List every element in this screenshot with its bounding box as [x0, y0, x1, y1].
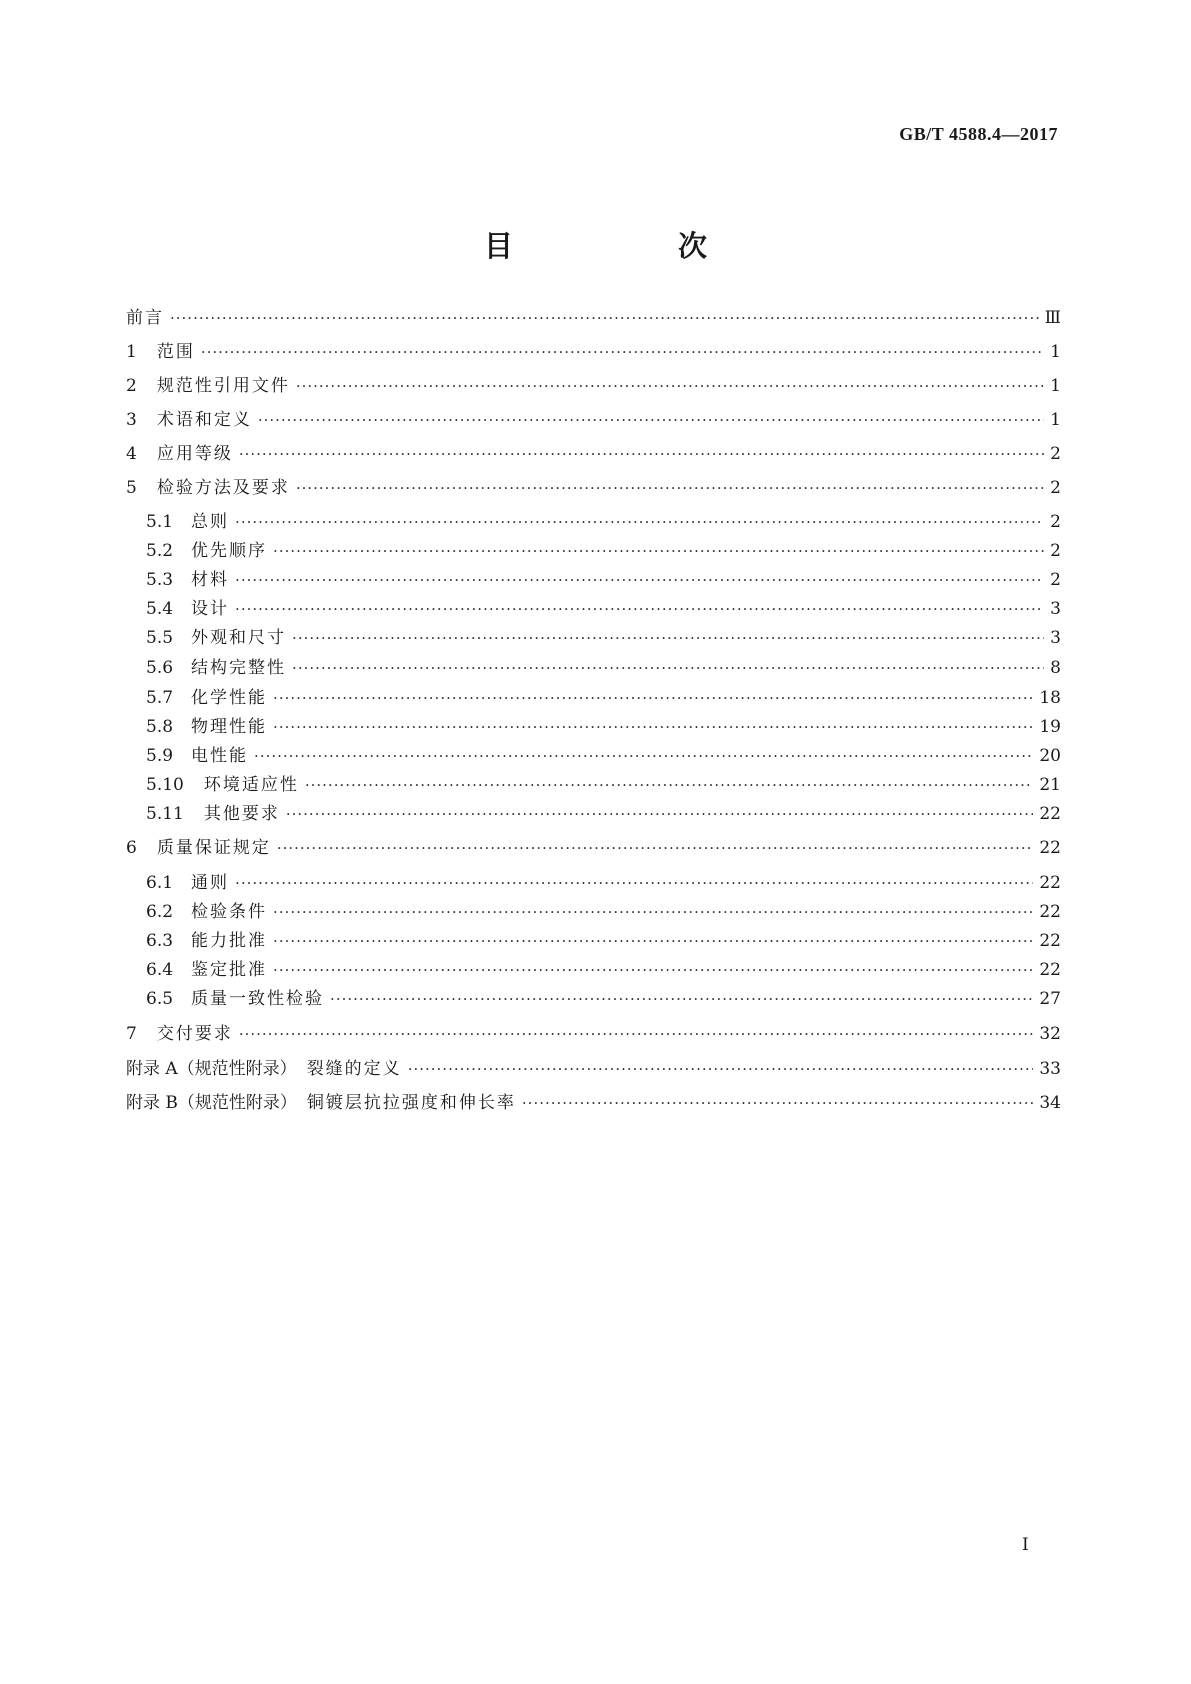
toc-entry-number: 附录 A（规范性附录） — [126, 1059, 297, 1079]
dot-leader — [522, 1091, 1033, 1115]
toc-entry-label: 结构完整性 — [191, 658, 287, 678]
toc-entry-label: 铜镀层抗拉强度和伸长率 — [306, 1093, 516, 1113]
toc-entry[interactable] — [146, 987, 1061, 1011]
toc-entry-page: 22 — [1039, 873, 1061, 893]
toc-entry[interactable] — [146, 900, 1061, 924]
toc-entry[interactable] — [126, 1057, 1061, 1081]
toc-entry-label: 质量保证规定 — [156, 838, 271, 858]
toc-entry[interactable] — [146, 802, 1061, 826]
toc-entry-label: 化学性能 — [191, 688, 268, 708]
toc-entry-label: 检验方法及要求 — [156, 478, 290, 498]
toc-entry-number: 6.1 — [146, 873, 174, 893]
page-title: 目 次 — [483, 229, 775, 263]
toc-entry[interactable] — [146, 568, 1061, 592]
toc-entry-page: 27 — [1039, 989, 1061, 1009]
toc-entry-label: 物理性能 — [191, 717, 268, 737]
dot-leader — [201, 340, 1044, 364]
toc-entry-number: 5.2 — [146, 541, 174, 561]
toc-entry-page: 22 — [1039, 804, 1061, 824]
toc-entry-page: 2 — [1050, 478, 1061, 498]
dot-leader — [273, 539, 1044, 563]
toc-entry-label: 总则 — [191, 512, 230, 532]
toc-entry[interactable] — [146, 773, 1061, 797]
toc-entry-number: 5.1 — [146, 512, 174, 532]
toc-entry-page: 2 — [1050, 541, 1061, 561]
toc-entry-label: 能力批准 — [191, 931, 268, 951]
toc-entry[interactable] — [146, 871, 1061, 895]
toc-entry-page: 19 — [1039, 717, 1061, 737]
toc-entry[interactable] — [126, 442, 1061, 466]
toc-entry-number: 1 — [126, 342, 137, 362]
toc-entry-number: 5.8 — [146, 717, 174, 737]
toc-entry-page: 22 — [1039, 902, 1061, 922]
toc-entry[interactable] — [126, 476, 1061, 500]
toc-entry-number: 附录 B（规范性附录） — [126, 1093, 297, 1113]
dot-leader — [286, 802, 1034, 826]
dot-leader — [277, 836, 1034, 860]
dot-leader — [273, 715, 1033, 739]
toc-entry[interactable] — [146, 539, 1061, 563]
toc-entry-page: 18 — [1039, 688, 1061, 708]
toc-entry[interactable] — [146, 958, 1061, 982]
dot-leader — [273, 929, 1033, 953]
toc-entry[interactable] — [146, 656, 1061, 680]
toc-entry-page: 1 — [1050, 410, 1061, 430]
toc-entry[interactable] — [126, 306, 1061, 330]
dot-leader — [273, 958, 1033, 982]
toc-entry[interactable] — [146, 715, 1061, 739]
toc-entry-page: 32 — [1039, 1024, 1061, 1044]
dot-leader — [330, 987, 1033, 1011]
toc-entry-number: 5.6 — [146, 658, 174, 678]
toc-entry-page: 2 — [1050, 512, 1061, 532]
toc-entry-label: 优先顺序 — [191, 541, 268, 561]
toc-entry-label: 检验条件 — [191, 902, 268, 922]
toc-entry[interactable] — [126, 1091, 1061, 1115]
dot-leader — [258, 408, 1044, 432]
toc-entry[interactable] — [146, 686, 1061, 710]
toc-entry-number: 6.4 — [146, 960, 174, 980]
toc-entry[interactable] — [126, 340, 1061, 364]
toc-entry[interactable] — [126, 408, 1061, 432]
toc-entry-page: 20 — [1039, 746, 1061, 766]
toc-entry-label: 设计 — [191, 599, 230, 619]
toc-entry-label: 裂缝的定义 — [306, 1059, 402, 1079]
dot-leader — [235, 871, 1033, 895]
toc-entry-number: 5.4 — [146, 599, 174, 619]
toc-entry-number: 5.11 — [146, 804, 184, 824]
dot-leader — [239, 442, 1044, 466]
dot-leader — [305, 773, 1034, 797]
dot-leader — [254, 744, 1033, 768]
toc-entry-number: 5.9 — [146, 746, 174, 766]
toc-entry-label: 外观和尺寸 — [191, 628, 287, 648]
toc-entry-label: 通则 — [191, 873, 230, 893]
toc-entry-number: 7 — [126, 1024, 137, 1044]
toc-entry-label: 术语和定义 — [156, 410, 252, 430]
toc-entry[interactable] — [126, 374, 1061, 398]
toc-entry-page: 2 — [1050, 570, 1061, 590]
toc-entry-label: 范围 — [156, 342, 195, 362]
toc-entry-number: 6.5 — [146, 989, 174, 1009]
toc-entry-number: 6 — [126, 838, 137, 858]
toc-entry-page: 3 — [1050, 628, 1061, 648]
dot-leader — [239, 1022, 1034, 1046]
toc-entry-page: 22 — [1039, 960, 1061, 980]
toc-entry-page: 21 — [1039, 775, 1061, 795]
toc-entry-label: 材料 — [191, 570, 230, 590]
toc-entry-label: 鉴定批准 — [191, 960, 268, 980]
toc-entry-number: 6.3 — [146, 931, 174, 951]
dot-leader — [235, 597, 1044, 621]
toc-entry[interactable] — [146, 626, 1061, 650]
toc-entry[interactable] — [146, 510, 1061, 534]
standard-code: GB/T 4588.4—2017 — [899, 124, 1058, 144]
toc-entry-page: 22 — [1039, 931, 1061, 951]
toc-entry-number: 2 — [126, 376, 137, 396]
toc-entry-page: 33 — [1039, 1059, 1061, 1079]
toc-entry[interactable] — [146, 597, 1061, 621]
dot-leader — [408, 1057, 1034, 1081]
toc-entry-number: 6.2 — [146, 902, 174, 922]
toc-entry-page: 3 — [1050, 599, 1061, 619]
toc-entry-number: 5.3 — [146, 570, 174, 590]
toc-entry-number: 3 — [126, 410, 137, 430]
toc-entry[interactable] — [126, 836, 1061, 860]
toc-entry-label: 质量一致性检验 — [191, 989, 325, 1009]
page-number: I — [1022, 1535, 1029, 1555]
dot-leader — [273, 686, 1033, 710]
toc-entry[interactable] — [146, 744, 1061, 768]
dot-leader — [170, 306, 1039, 330]
toc-entry[interactable] — [146, 929, 1061, 953]
toc-entry-label: 环境适应性 — [203, 775, 299, 795]
toc-entry-label: 规范性引用文件 — [156, 376, 290, 396]
toc-entry[interactable] — [126, 1022, 1061, 1046]
toc-entry-label: 前言 — [126, 308, 164, 328]
toc-entry-page: 22 — [1039, 838, 1061, 858]
dot-leader — [235, 510, 1044, 534]
toc-entry-number: 5.5 — [146, 628, 174, 648]
toc-entry-page: 1 — [1050, 342, 1061, 362]
toc-entry-page: 2 — [1050, 444, 1061, 464]
toc-entry-number: 5.10 — [146, 775, 184, 795]
toc-entry-page: Ⅲ — [1044, 308, 1061, 328]
toc-entry-page: 34 — [1039, 1093, 1061, 1113]
dot-leader — [292, 626, 1044, 650]
dot-leader — [296, 374, 1044, 398]
dot-leader — [296, 476, 1044, 500]
toc-entry-number: 5 — [126, 478, 137, 498]
toc-entry-label: 交付要求 — [156, 1024, 233, 1044]
toc-entry-label: 电性能 — [191, 746, 249, 766]
toc-entry-label: 应用等级 — [156, 444, 233, 464]
toc-entry-page: 8 — [1050, 658, 1061, 678]
toc-entry-number: 5.7 — [146, 688, 174, 708]
toc-entry-page: 1 — [1050, 376, 1061, 396]
toc-entry-label: 其他要求 — [203, 804, 280, 824]
dot-leader — [273, 900, 1033, 924]
toc-entry-number: 4 — [126, 444, 137, 464]
dot-leader — [235, 568, 1044, 592]
dot-leader — [292, 656, 1044, 680]
